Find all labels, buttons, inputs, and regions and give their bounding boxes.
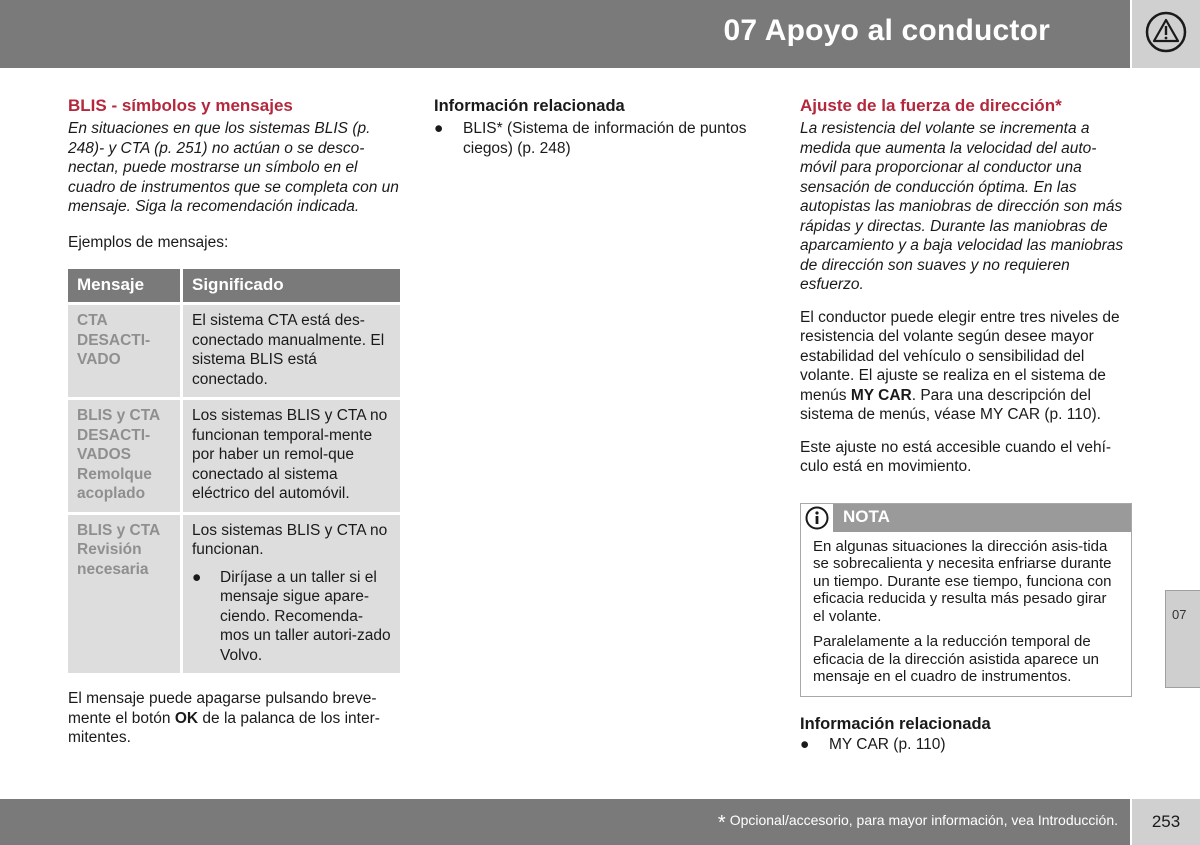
- bullet-icon: ●: [434, 120, 444, 137]
- table-cell-meaning: [183, 515, 400, 674]
- info-icon: [804, 506, 830, 530]
- table-header-row: [68, 269, 400, 302]
- note-body: [801, 532, 1131, 696]
- steering-intro: La resistencia del volante se incrementa a medida que aumenta la velocidad del auto-móvil para proporcionar al conductor una sensación de conducción óptima. En las autopistas las maniobras de dirección son más rápidas y directas. Durante las maniobras de aparcamiento y a baja velocidad las maniobras de dirección son suaves y no requieren esfuerzo.: [800, 120, 1124, 293]
- table-header-meaning: Significado: [183, 269, 400, 302]
- note-box: [800, 503, 1132, 697]
- table-cell-message: BLIS y CTA Revisión necesaria: [68, 515, 180, 674]
- side-tab-label: 07: [1172, 607, 1187, 622]
- list-item[interactable]: [800, 735, 1132, 755]
- examples-label: Ejemplos de mensajes:: [68, 233, 229, 251]
- page-number: 253: [1151, 812, 1181, 831]
- column-related: [434, 95, 766, 158]
- footer-note: [718, 812, 1118, 835]
- closing-paragraph: [68, 689, 400, 748]
- table-header-message: Mensaje: [68, 269, 180, 302]
- column-steering: [800, 95, 1132, 754]
- related-heading-steering: Información relacionada: [800, 714, 991, 733]
- section-heading-steering: Ajuste de la fuerza de dirección*: [800, 96, 1062, 115]
- table-cell-meaning-text: Los sistemas BLIS y CTA no funcionan.: [192, 521, 388, 558]
- ok-button-label: OK: [174, 709, 199, 727]
- chapter-icon-box: [1132, 0, 1200, 68]
- note-paragraph-1: En algunas situaciones la dirección asis-tida se sobrecalienta y necesita enfriarse durante un tiempo. Durante ese tiempo, funciona con eficacia reducida y resulta más pesado girar el volante.: [813, 537, 1112, 625]
- optional-star: *: [717, 812, 726, 834]
- section-heading-blis: BLIS - símbolos y mensajes: [68, 96, 293, 115]
- table-cell-meaning: Los sistemas BLIS y CTA no funcionan temporal-mente por haber un remol-que conectado al sistema eléctrico del automóvil.: [183, 400, 400, 512]
- chapter-side-tab: [1165, 590, 1200, 688]
- table-cell-message: BLIS y CTA DESACTI-VADOS Remolque acoplado: [68, 400, 180, 512]
- messages-table: [65, 266, 403, 676]
- page-number-box: [1132, 799, 1200, 845]
- table-row: [68, 515, 400, 674]
- table-row: [68, 305, 400, 397]
- steering-paragraph-1: [800, 308, 1132, 425]
- para1-text-pre: El conductor puede elegir entre tres niveles de resistencia del volante según desee mayor estabilidad del vehículo o sensibilidad del volante. El ajuste se realiza en el sistema de menús: [800, 308, 1120, 404]
- bullet-icon: ●: [192, 568, 202, 586]
- closing-text-pre: El mensaje puede apagarse pulsando breve-mente el botón: [68, 690, 377, 727]
- table-bullet-text: Diríjase a un taller si el mensaje sigue apare-ciendo. Recomenda-mos un taller autori-zado Volvo.: [220, 568, 391, 664]
- table-bullet-item: [192, 568, 391, 666]
- warning-triangle-icon: [1144, 10, 1188, 54]
- footer-bar: [0, 799, 1130, 845]
- table-cell-meaning: El sistema CTA está des-conectado manualmente. El sistema BLIS está conectado.: [183, 305, 400, 397]
- note-header: [801, 504, 1131, 532]
- related-list: [434, 119, 766, 158]
- chapter-title: 07 Apoyo al conductor: [723, 14, 1050, 47]
- column-blis: [68, 95, 400, 748]
- note-title: NOTA: [843, 506, 890, 526]
- steering-paragraph-2: Este ajuste no está accesible cuando el vehí-culo está en movimiento.: [800, 438, 1112, 475]
- table-row: [68, 400, 400, 512]
- blis-intro: En situaciones en que los sistemas BLIS (p. 248)- y CTA (p. 251) no actúan o se desco-nectan, puede mostrarse un símbolo en el cuadro de instrumentos que se completa con un mensaje. Siga la recomendación indicada.: [68, 120, 399, 215]
- note-paragraph-2: Paralelamente a la reducción temporal de eficacia de la dirección asistida aparece un mensaje en el cuadro de instrumentos.: [813, 633, 1100, 685]
- my-car-label: MY CAR: [850, 386, 912, 404]
- related-list-steering: [800, 735, 1132, 755]
- closing-text-post: de la palanca de los inter-mitentes.: [68, 709, 380, 746]
- table-cell-message: CTA DESACTI-VADO: [68, 305, 180, 397]
- chapter-header-bar: [0, 0, 1130, 68]
- note-icon-box: [801, 504, 833, 532]
- footer-note-text: Opcional/accesorio, para mayor información, vea Introducción.: [729, 812, 1118, 828]
- related-heading: Información relacionada: [434, 97, 625, 115]
- related-link-blis[interactable]: BLIS* (Sistema de información de puntos ciegos) (p. 248): [463, 120, 747, 157]
- list-item[interactable]: [434, 119, 766, 158]
- para1-text-post: . Para una descripción del sistema de menús, véase MY CAR (p. 110).: [800, 386, 1101, 423]
- related-link-my-car[interactable]: MY CAR (p. 110): [829, 735, 946, 753]
- bullet-icon: ●: [800, 735, 810, 753]
